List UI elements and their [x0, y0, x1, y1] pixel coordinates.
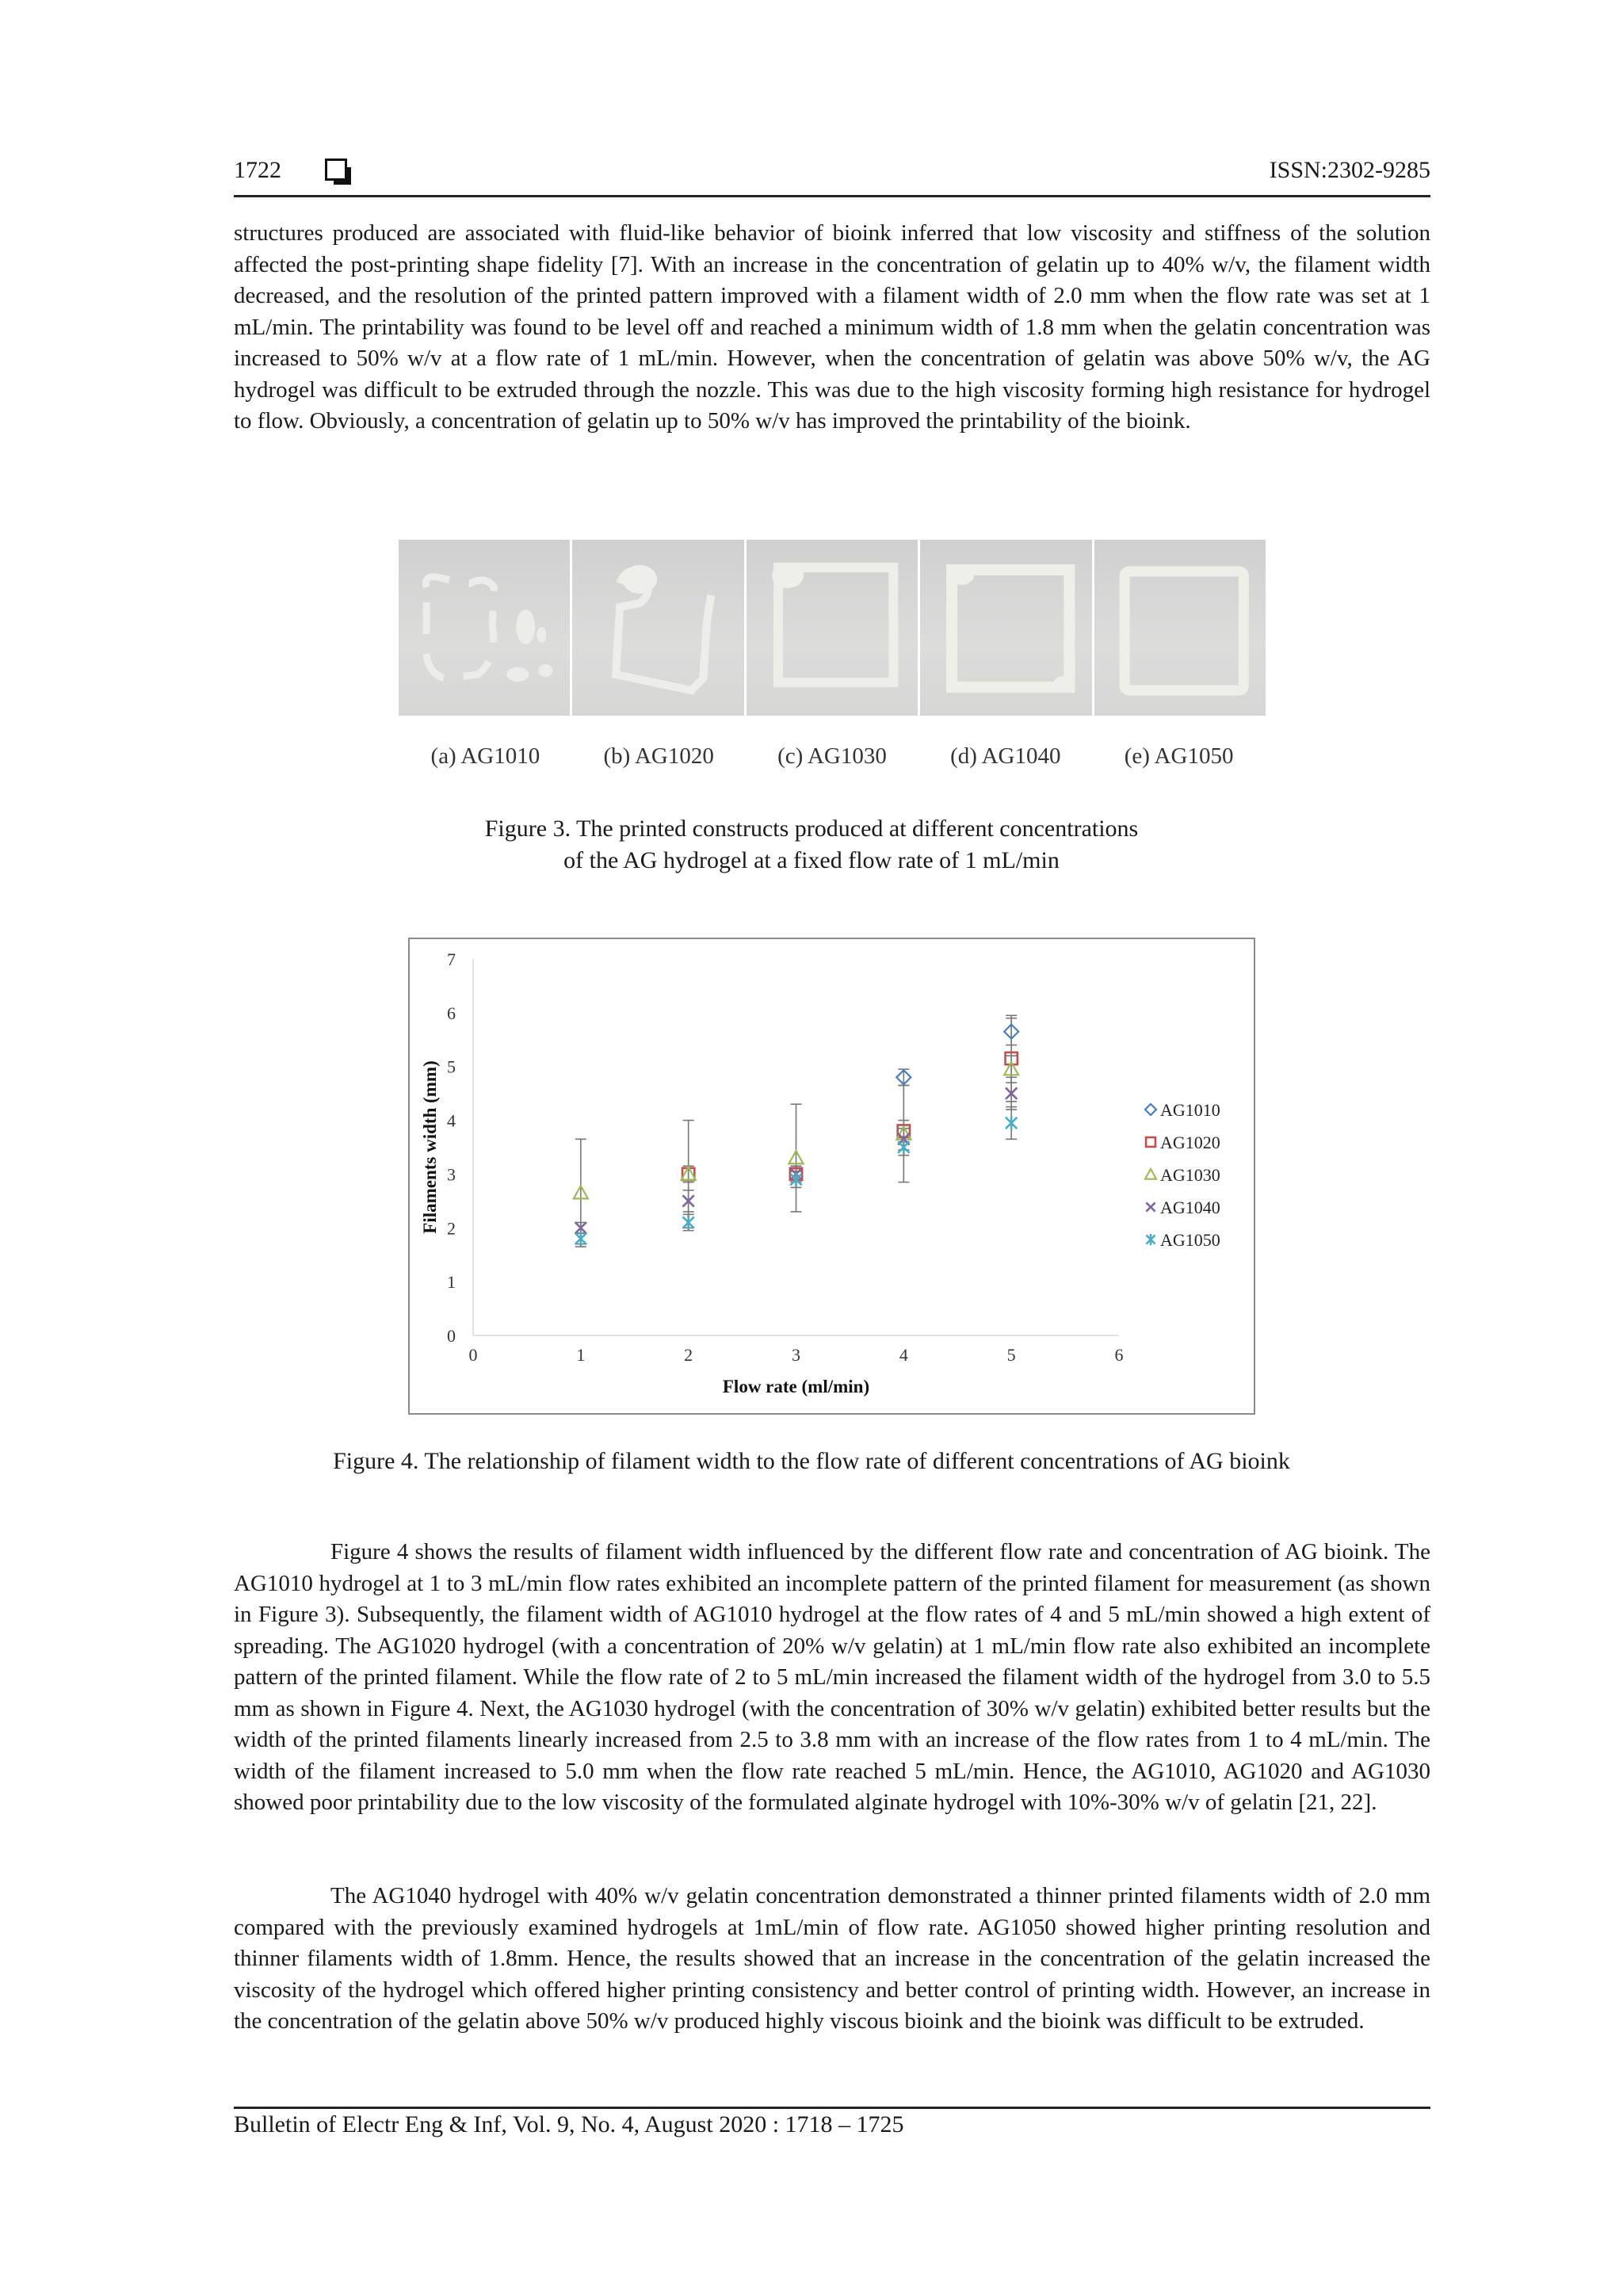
point-ag1050: [898, 1140, 909, 1155]
y-tick-label: 4: [447, 1110, 456, 1131]
page-header: [234, 155, 1430, 197]
legend-marker-ag1040: [1146, 1202, 1155, 1211]
x-tick-label: 2: [684, 1345, 693, 1365]
y-tick-label: 7: [447, 949, 456, 969]
figure3-photo-d: [920, 540, 1091, 716]
legend-marker-ag1010: [1145, 1104, 1156, 1115]
figure4-chart: [408, 938, 1255, 1415]
point-ag1050: [575, 1232, 586, 1246]
y-axis-label: Filaments width (mm): [420, 1060, 440, 1234]
point-ag1050: [682, 1216, 693, 1230]
y-tick-label: 1: [447, 1272, 456, 1293]
x-tick-label: 3: [792, 1345, 800, 1365]
figure3-caption-line1: Figure 3. The printed constructs produced at different concentrations: [484, 816, 1139, 842]
footer-rule: [234, 2107, 1430, 2109]
legend-label-ag1020: AG1020: [1160, 1133, 1220, 1152]
paragraph-3: The AG1040 hydrogel with 40% w/v gelatin concentration demonstrated a thinner printed filaments width of 2.0 mm compared with the previously examined hydrogels at 1mL/min of flow rate. AG1050 showed higher printing resolution and thinner filaments width of 1.8mm. Hence, the results showed that an increase in the concentration of the gelatin increased the viscosity of the hydrogel which offered higher printing consistency and better control of printing width. However, an increase in the concentration of the gelatin above 50% w/v produced highly viscous bioink and the bioink was difficult to be extruded.: [234, 1883, 1430, 2034]
figure3-photo-b: [572, 540, 743, 716]
legend-marker-ag1020: [1146, 1137, 1155, 1147]
figure3-label: (c) AG1030: [777, 743, 887, 769]
figure3-photo-e: [1094, 540, 1266, 716]
figure3-label: (b) AG1020: [603, 743, 714, 769]
legend-label-ag1010: AG1010: [1160, 1100, 1220, 1120]
figure3-label: (e) AG1050: [1124, 743, 1234, 769]
y-tick-label: 2: [447, 1218, 456, 1239]
figure3-label: (a) AG1010: [430, 743, 540, 769]
paragraph-2: Figure 4 shows the results of filament width influenced by the different flow rate and concentration of AG bioink. The AG1010 hydrogel at 1 to 3 mL/min flow rates exhibited an incomplete pattern of the printed filament for measurement (as shown in Figure 3). Subsequently, the filament width of AG1010 hydrogel at the flow rates of 4 and 5 mL/min showed a high extent of spreading. The AG1020 hydrogel (with a concentration of 20% w/v gelatin) at 1 mL/min flow rate also exhibited an incomplete pattern of the printed filament. While the flow rate of 2 to 5 mL/min increased the filament width of the hydrogel from 3.0 to 5.5 mm as shown in Figure 4. Next, the AG1030 hydrogel (with the concentration of 30% w/v gelatin) exhibited better results but the width of the printed filaments linearly increased from 2.5 to 3.8 mm with an increase of the flow rates from 1 to 4 mL/min. The width of the filament increased to 5.0 mm when the flow rate reached 5 mL/min. Hence, the AG1010, AG1020 and AG1030 showed poor printability due to the low viscosity of the formulated alginate hydrogel with 10%-30% w/v of gelatin [21, 22].: [234, 1539, 1430, 1815]
legend-label-ag1030: AG1030: [1160, 1165, 1220, 1185]
y-tick-label: 3: [447, 1164, 456, 1185]
paragraph-1: structures produced are associated with fluid-like behavior of bioink inferred that low viscosity and stiffness of the solution affected the post-printing shape fidelity [7]. With an increase in the concentration of gelatin up to 40% w/v, the filament width decreased, and the resolution of the printed pattern improved with a filament width of 2.0 mm when the flow rate was set at 1 mL/min. The printability was found to be level off and reached a minimum width of 1.8 mm when the gelatin concentration was increased to 50% w/v at a flow rate of 1 mL/min. However, when the concentration of gelatin was above 50% w/v, the AG hydrogel was difficult to be extruded through the nozzle. This was due to the high viscosity forming high resistance for hydrogel to flow. Obviously, a concentration of gelatin up to 50% w/v has improved the printability of the bioink.: [234, 220, 1430, 434]
point-ag1050: [1006, 1116, 1017, 1130]
legend-marker-ag1030: [1145, 1169, 1156, 1179]
figure3-caption-line2: of the AG hydrogel at a fixed flow rate of 1 mL/min: [563, 847, 1060, 873]
figure3-photo-strip: [399, 540, 1266, 716]
legend-label-ag1040: AG1040: [1160, 1198, 1220, 1217]
legend-label-ag1050: AG1050: [1160, 1230, 1220, 1250]
x-tick-label: 6: [1114, 1345, 1124, 1365]
x-axis-label: Flow rate (ml/min): [722, 1377, 870, 1396]
page-footer: Bulletin of Electr Eng & Inf, Vol. 9, No. 4, August 2020 : 1718 – 1725: [234, 2111, 904, 2137]
figure3-photo-c: [747, 540, 918, 716]
chart-svg: [410, 939, 1254, 1413]
x-tick-label: 5: [1006, 1345, 1016, 1365]
y-tick-label: 6: [447, 1003, 456, 1023]
legend-marker-ag1050: [1146, 1234, 1155, 1245]
square-bullet-icon: [325, 159, 347, 181]
x-tick-label: 4: [899, 1345, 908, 1365]
x-tick-label: 0: [468, 1345, 478, 1365]
page-number: 1722: [234, 157, 281, 183]
figure3-labels: [399, 743, 1266, 770]
figure3-photo-a: [399, 540, 570, 716]
figure3-label: (d) AG1040: [950, 743, 1061, 769]
y-tick-label: 0: [447, 1326, 456, 1346]
figure4-caption: Figure 4. The relationship of filament width to the flow rate of different concentrations of AG bioink: [333, 1448, 1290, 1474]
issn: ISSN:2302-9285: [1269, 157, 1430, 183]
x-tick-label: 1: [576, 1345, 586, 1365]
y-tick-label: 5: [447, 1056, 456, 1077]
figure3-caption: [0, 813, 1623, 877]
